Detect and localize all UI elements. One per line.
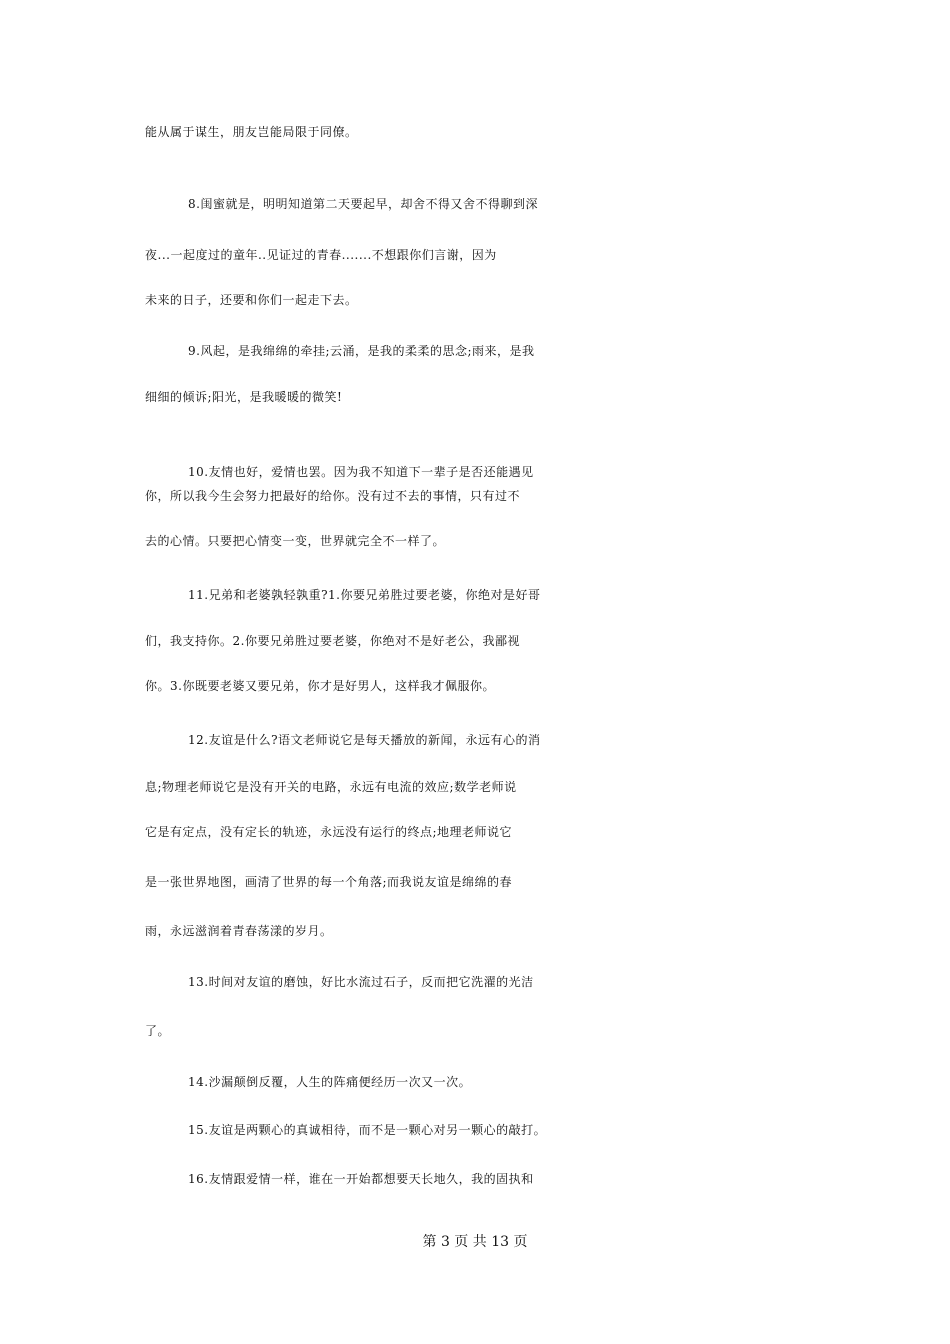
text-line: 你，所以我今生会努力把最好的给你。没有过不去的事情，只有过不 bbox=[145, 489, 521, 503]
text-line: 是一张世界地图，画清了世界的每一个角落;而我说友谊是绵绵的春 bbox=[145, 875, 513, 889]
text-line: 未来的日子，还要和你们一起走下去。 bbox=[145, 293, 358, 307]
text-line: 10.友情也好，爱情也罢。因为我不知道下一辈子是否还能遇见 bbox=[188, 465, 534, 479]
text-line: 11.兄弟和老婆孰轻孰重?1.你要兄弟胜过要老婆，你绝对是好哥 bbox=[188, 588, 541, 602]
text-line: 息;物理老师说它是没有开关的电路，永远有电流的效应;数学老师说 bbox=[145, 780, 517, 794]
text-line: 夜...一起度过的童年..见证过的青春.......不想跟你们言谢，因为 bbox=[145, 248, 497, 262]
text-line: 13.时间对友谊的磨蚀，好比水流过石子，反而把它洗濯的光洁 bbox=[188, 975, 534, 989]
text-line: 们，我支持你。2.你要兄弟胜过要老婆，你绝对不是好老公，我鄙视 bbox=[145, 634, 520, 648]
text-line: 它是有定点，没有定长的轨迹，永远没有运行的终点;地理老师说它 bbox=[145, 825, 513, 839]
text-line: 16.友情跟爱情一样，谁在一开始都想要天长地久，我的固执和 bbox=[188, 1172, 534, 1186]
text-line: 细细的倾诉;阳光，是我暖暖的微笑! bbox=[145, 390, 343, 404]
text-line: 8.闺蜜就是，明明知道第二天要起早，却舍不得又舍不得聊到深 bbox=[188, 197, 538, 211]
text-line: 你。3.你既要老婆又要兄弟，你才是好男人，这样我才佩服你。 bbox=[145, 679, 495, 693]
text-line: 能从属于谋生，朋友岂能局限于同僚。 bbox=[145, 125, 358, 139]
text-line: 15.友谊是两颗心的真诚相待，而不是一颗心对另一颗心的敲打。 bbox=[188, 1123, 547, 1137]
text-line: 9.风起，是我绵绵的牵挂;云涌，是我的柔柔的思念;雨来，是我 bbox=[188, 344, 535, 358]
page-number-footer: 第 3 页 共 13 页 bbox=[422, 1234, 528, 1250]
text-line: 去的心情。只要把心情变一变，世界就完全不一样了。 bbox=[145, 534, 446, 548]
text-line: 了。 bbox=[145, 1024, 171, 1038]
text-line: 14.沙漏颠倒反覆，人生的阵痛便经历一次又一次。 bbox=[188, 1075, 472, 1089]
text-line: 12.友谊是什么?语文老师说它是每天播放的新闻，永远有心的消 bbox=[188, 733, 541, 747]
text-line: 雨，永远滋润着青春荡漾的岁月。 bbox=[145, 924, 333, 938]
